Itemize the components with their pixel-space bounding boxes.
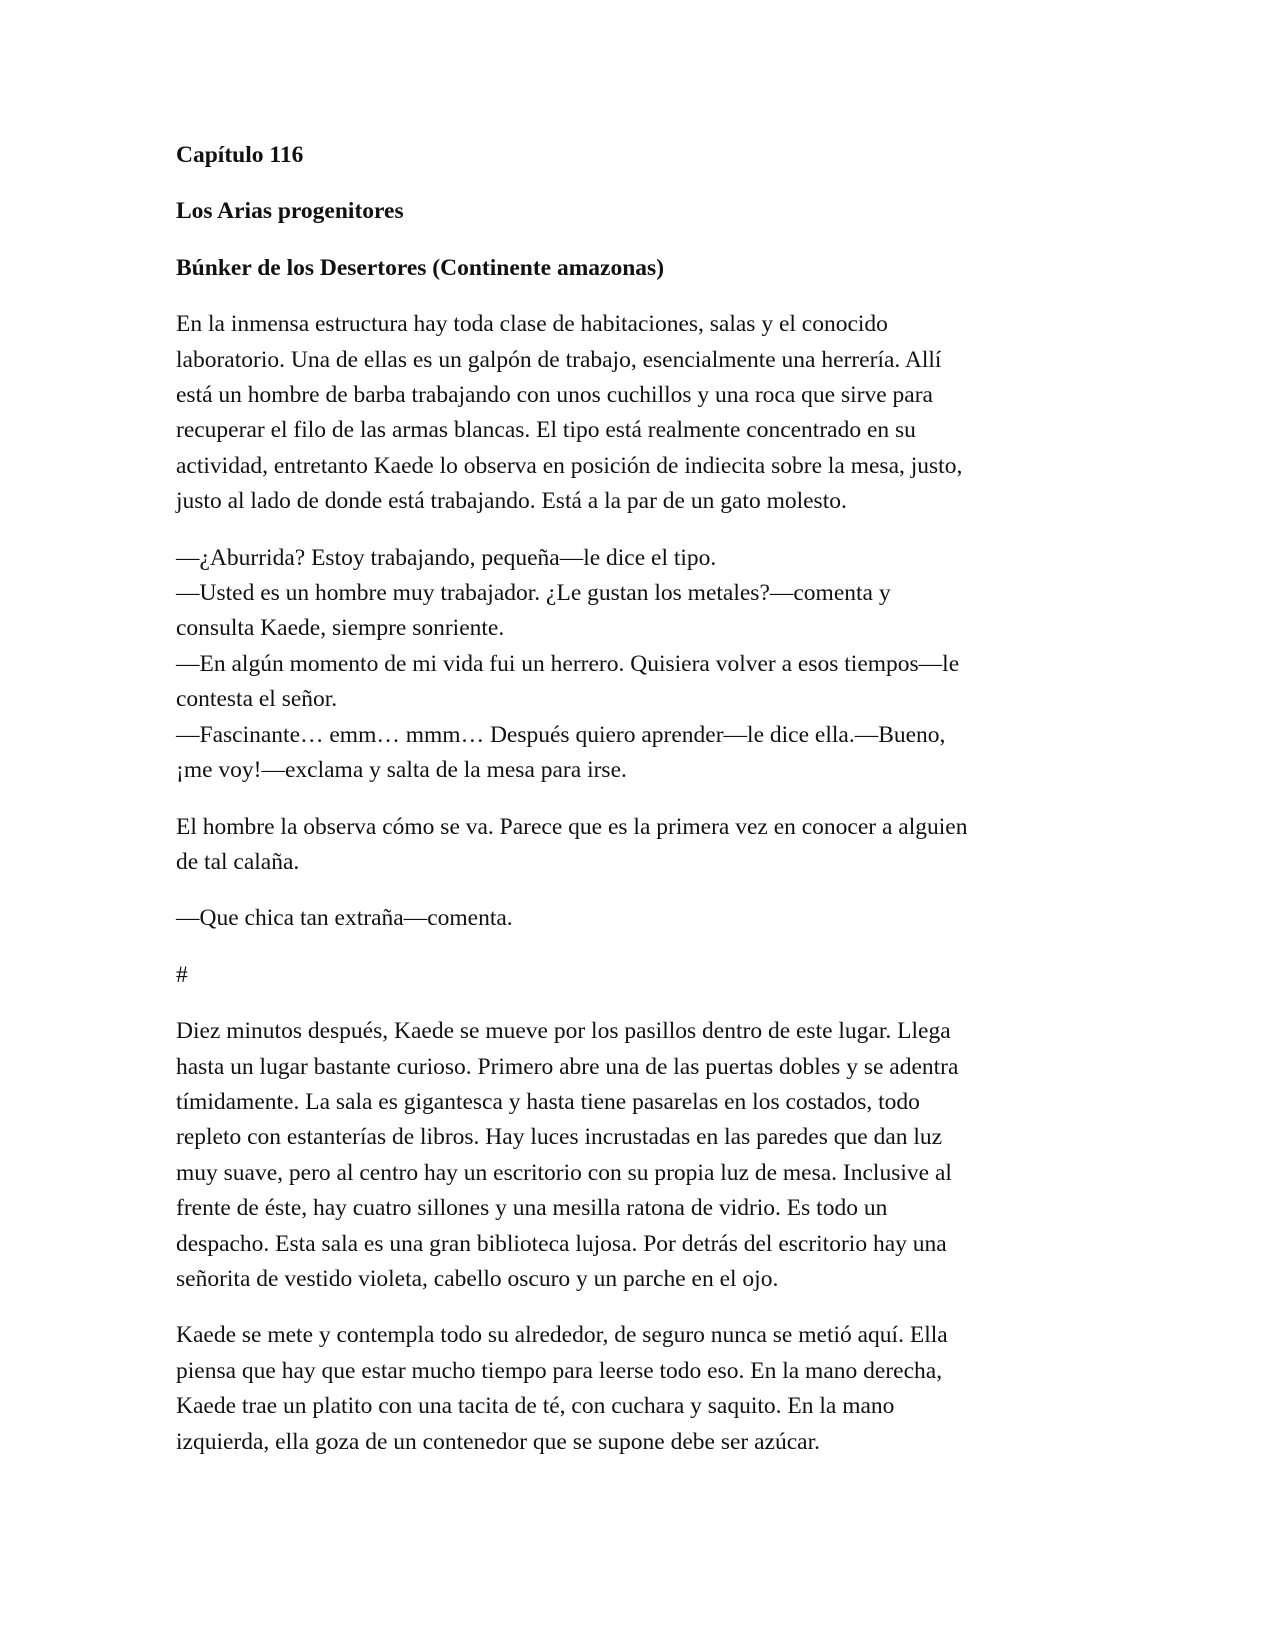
text-line: —En algún momento de mi vida fui un herrero. Quisiera volver a esos tiempos—le — [176, 650, 960, 677]
text-line: —¿Aburrida? Estoy trabajando, pequeña—le dice el tipo. — [176, 544, 717, 571]
text-line: El hombre la observa cómo se va. Parece que es la primera vez en conocer a alguien — [176, 813, 968, 840]
paragraph — [176, 901, 1096, 936]
paragraph — [176, 1014, 1096, 1297]
chapter-number-heading: Capítulo 116 — [176, 142, 304, 168]
text-line: piensa que hay que estar mucho tiempo para leerse todo eso. En la mano derecha, — [176, 1357, 943, 1384]
text-line: —Fascinante… emm… mmm… Después quiero aprender—le dice ella.—Bueno, — [176, 721, 946, 748]
paragraph — [176, 541, 1096, 789]
text-line: tímidamente. La sala es gigantesca y hasta tiene pasarelas en los costados, todo — [176, 1088, 920, 1115]
text-line: Diez minutos después, Kaede se mueve por los pasillos dentro de este lugar. Llega — [176, 1018, 951, 1045]
text-line: laboratorio. Una de ellas es un galpón de trabajo, esencialmente una herrería. Allí — [176, 346, 942, 373]
text-line: izquierda, ella goza de un contenedor que se supone debe ser azúcar. — [176, 1428, 821, 1455]
text-line: de tal calaña. — [176, 848, 300, 875]
chapter-title-heading: Los Arias progenitores — [176, 198, 404, 225]
text-line: despacho. Esta sala es una gran biblioteca lujosa. Por detrás del escritorio hay una — [176, 1230, 947, 1257]
text-line: está un hombre de barba trabajando con unos cuchillos y una roca que sirve para — [176, 382, 933, 409]
text-line: # — [176, 961, 188, 988]
text-line: Kaede se mete y contempla todo su alrededor, de seguro nunca se metió aquí. Ella — [176, 1322, 948, 1349]
text-line: actividad, entretanto Kaede lo observa en posición de indiecita sobre la mesa, justo, — [176, 452, 963, 479]
text-line: frente de éste, hay cuatro sillones y una mesilla ratona de vidrio. Es todo un — [176, 1195, 888, 1222]
text-line: recuperar el filo de las armas blancas. El tipo está realmente concentrado en su — [176, 417, 916, 444]
text-line: —Usted es un hombre muy trabajador. ¿Le gustan los metales?—comenta y — [176, 580, 891, 607]
text-line: Kaede trae un platito con una tacita de té, con cuchara y saquito. En la mano — [176, 1393, 895, 1420]
text-line: —Que chica tan extraña—comenta. — [176, 905, 513, 932]
text-line: justo al lado de donde está trabajando. Está a la par de un gato molesto. — [176, 488, 847, 515]
text-line: hasta un lugar bastante curioso. Primero abre una de las puertas dobles y se adentra — [176, 1053, 959, 1080]
body-text — [176, 307, 1096, 1460]
text-line: muy suave, pero al centro hay un escritorio con su propia luz de mesa. Inclusive al — [176, 1159, 952, 1186]
paragraph — [176, 1318, 1096, 1460]
location-heading: Búnker de los Desertores (Continente amazonas) — [176, 254, 665, 281]
text-line: señorita de vestido violeta, cabello oscuro y un parche en el ojo. — [176, 1265, 779, 1292]
document-page — [176, 138, 1096, 1481]
text-line: contesta el señor. — [176, 686, 338, 713]
text-line: consulta Kaede, siempre sonriente. — [176, 615, 505, 642]
paragraph — [176, 307, 1096, 519]
scene-break — [176, 958, 1096, 993]
text-line: repleto con estanterías de libros. Hay luces incrustadas en las paredes que dan luz — [176, 1124, 943, 1151]
text-line: ¡me voy!—exclama y salta de la mesa para irse. — [176, 757, 627, 784]
paragraph — [176, 810, 1096, 881]
text-line: En la inmensa estructura hay toda clase de habitaciones, salas y el conocido — [176, 311, 888, 338]
